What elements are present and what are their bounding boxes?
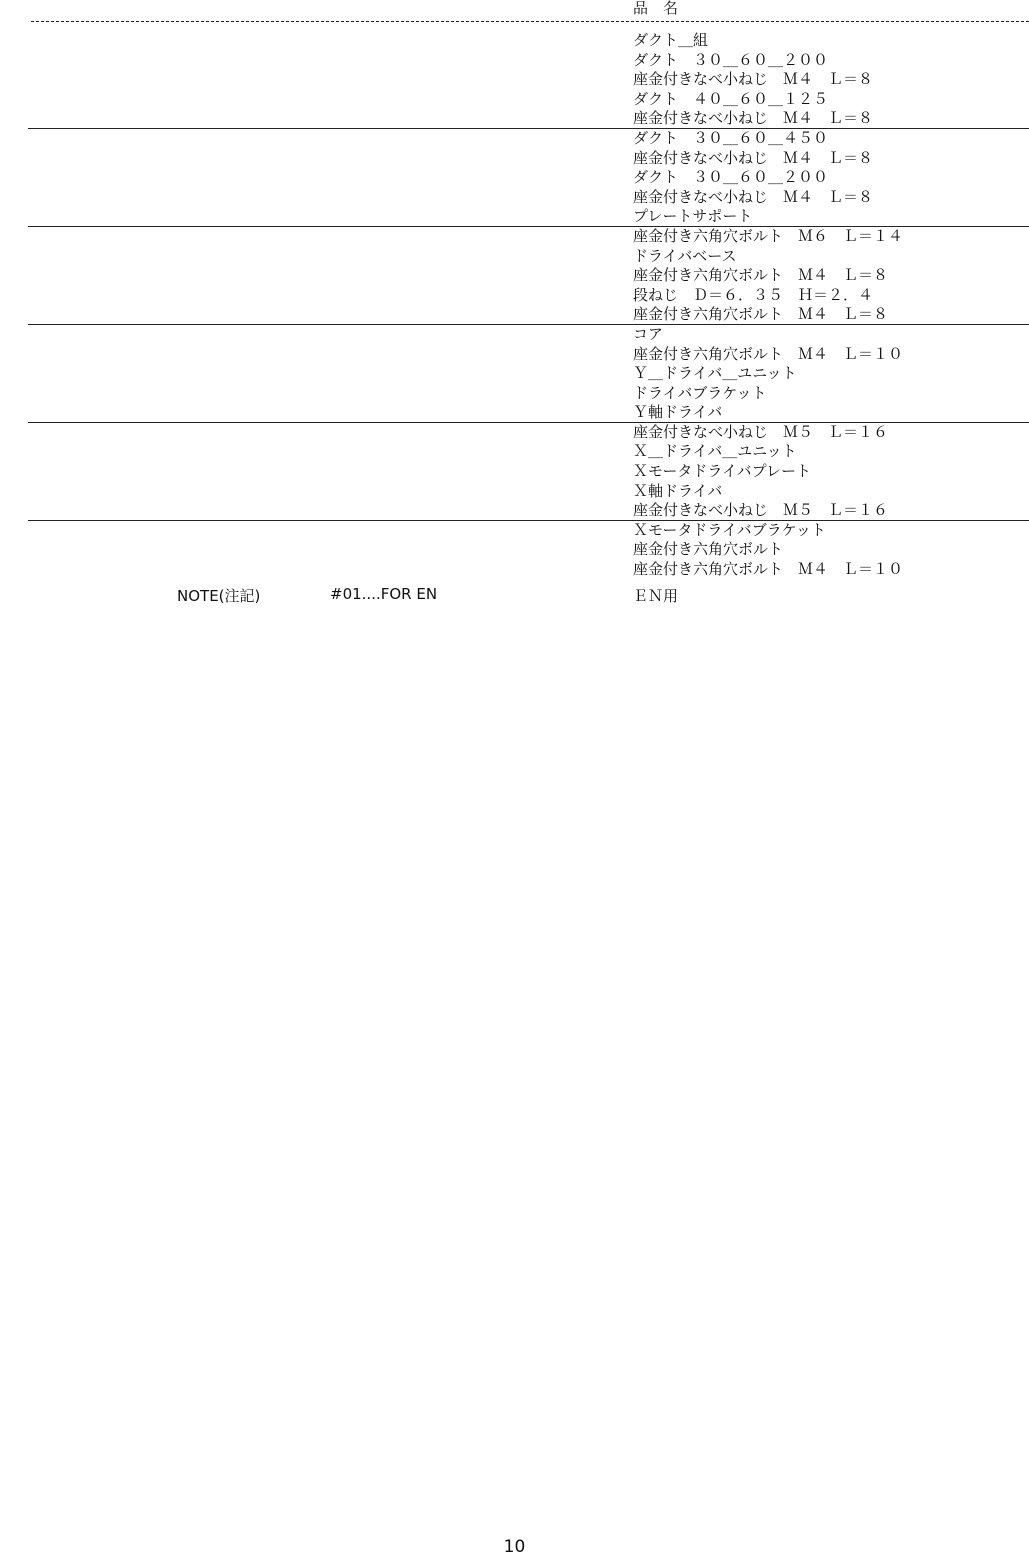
part-row: 段ねじ Ｄ＝６．３５ Ｈ＝２．４ [633, 285, 874, 304]
part-row: ダクト ３０＿６０＿２００ [633, 168, 829, 187]
part-row: コア [633, 324, 664, 343]
note-label: NOTE(注記) [177, 587, 261, 605]
part-row: 座金付き六角穴ボルト Ｍ４ Ｌ＝８ [633, 266, 889, 285]
part-row: 座金付きなべ小ねじ Ｍ４ Ｌ＝８ [633, 70, 874, 89]
part-row: 座金付きなべ小ねじ Ｍ４ Ｌ＝８ [633, 148, 874, 167]
parts-group [0, 325, 1029, 423]
parts-group [0, 423, 1029, 521]
page-number: 10 [503, 1537, 526, 1557]
note-description: ＥＮ用 [633, 587, 679, 605]
part-row: ダクト ３０＿６０＿４５０ [633, 128, 829, 147]
part-row: Ｘモータドライバプレート [633, 462, 812, 481]
parts-group [0, 129, 1029, 227]
parts-group [0, 227, 1029, 325]
part-row: ダクト ３０＿６０＿２００ [633, 50, 829, 69]
part-row: Ｘ軸ドライバ [633, 481, 723, 500]
part-row: Ｘモータドライバブラケット [633, 520, 826, 539]
part-row: 座金付き六角穴ボルト Ｍ４ Ｌ＝８ [633, 305, 889, 324]
part-row: ドライバブラケット [633, 383, 767, 402]
part-row: 座金付きなべ小ねじ Ｍ５ Ｌ＝１６ [633, 501, 889, 520]
header-divider [31, 21, 1029, 22]
part-row: Ｙ＿ドライバ＿ユニット [633, 364, 797, 383]
part-row: ダクト＿組 [633, 31, 709, 49]
part-row: 座金付き六角穴ボルト Ｍ６ Ｌ＝１４ [633, 226, 904, 245]
part-row: ダクト ４０＿６０＿１２５ [633, 89, 829, 108]
part-row: 座金付きなべ小ねじ Ｍ４ Ｌ＝８ [633, 109, 874, 128]
part-row: 座金付きなべ小ねじ Ｍ４ Ｌ＝８ [633, 187, 874, 206]
part-row: プレートサポート [633, 207, 753, 226]
part-row: ドライバベース [633, 246, 737, 265]
note-row [0, 585, 1029, 607]
part-row: 座金付き六角穴ボルト Ｍ４ Ｌ＝１０ [633, 560, 904, 579]
parts-group [0, 521, 1029, 580]
part-row: 座金付き六角穴ボルト [633, 540, 784, 559]
parts-list [0, 31, 1029, 580]
part-name-header: 品 名 [633, 0, 679, 17]
note-code: #01....FOR EN [330, 585, 438, 603]
part-row: 座金付きなべ小ねじ Ｍ５ Ｌ＝１６ [633, 422, 889, 441]
part-row: 座金付き六角穴ボルト Ｍ４ Ｌ＝１０ [633, 344, 904, 363]
part-row: Ｘ＿ドライバ＿ユニット [633, 442, 797, 461]
parts-group [0, 31, 1029, 129]
part-row: Ｙ軸ドライバ [633, 403, 723, 422]
